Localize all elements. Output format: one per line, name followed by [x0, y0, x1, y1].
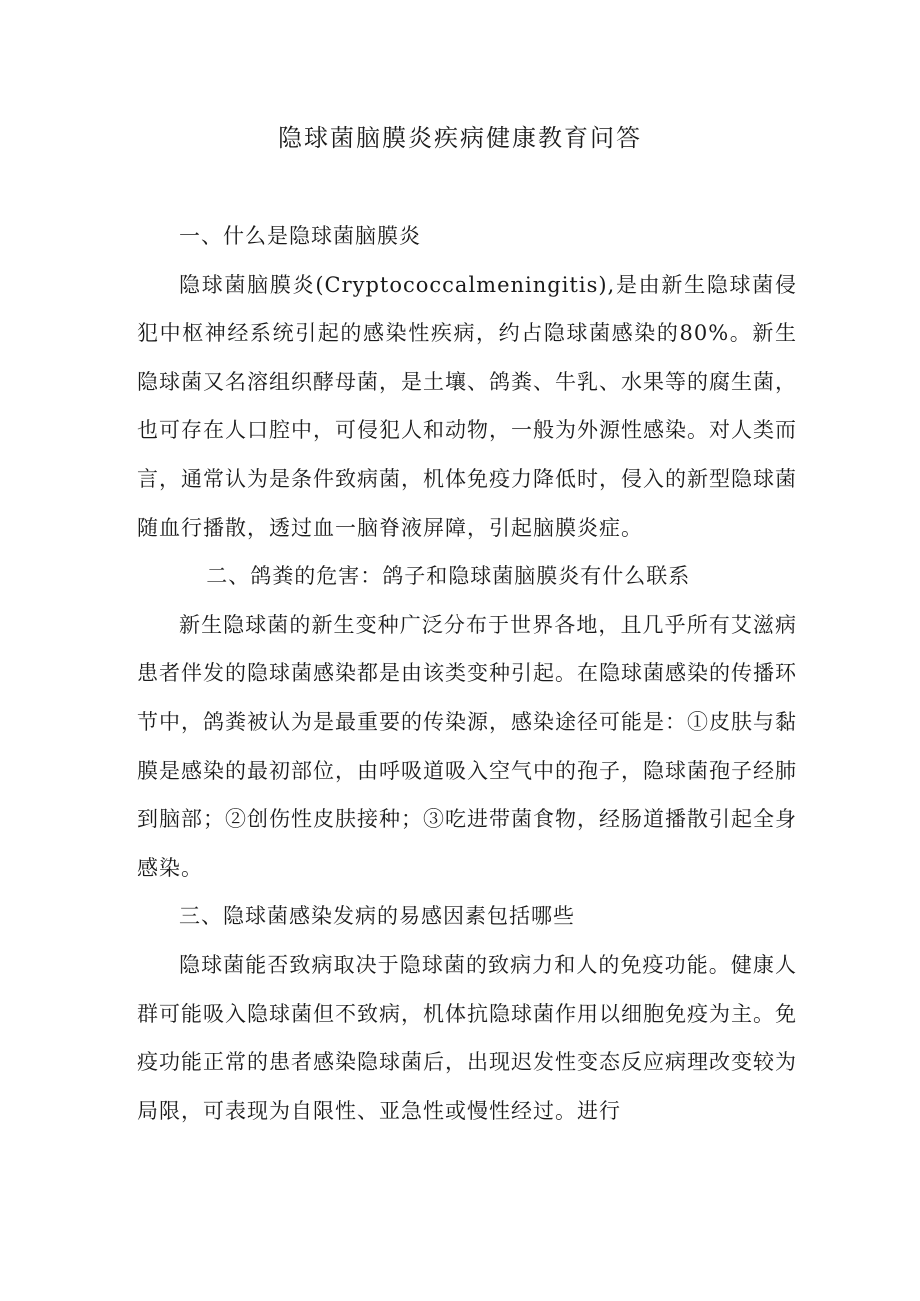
section-2-heading: 二、鸽粪的危害：鸽子和隐球菌脑膜炎有什么联系	[206, 564, 691, 589]
section-2-paragraph: 新生隐球菌的新生变种广泛分布于世界各地，且几乎所有艾滋病患者伴发的隐球菌感染都是由该类变种引起。在隐球菌感染的传播环节中，鸽粪被认为是最重要的传染源，感染途径可能是：①皮肤与黏膜是感染的最初部位，由呼吸道吸入空气中的孢子，隐球菌孢子经肺到脑部；②创伤性皮肤接种；③吃进带菌食物，经肠道播散引起全身感染。	[137, 612, 797, 880]
section-3-paragraph: 隐球菌能否致病取决于隐球菌的致病力和人的免疫功能。健康人群可能吸入隐球菌但不致病，机体抗隐球菌作用以细胞免疫为主。免疫功能正常的患者感染隐球菌后，出现迟发性变态反应病理改变较为局限，可表现为自限性、亚急性或慢性经过。进行	[137, 952, 797, 1123]
section-1-heading: 一、什么是隐球菌脑膜炎	[179, 224, 421, 248]
document-title: 隐球菌脑膜炎疾病健康教育问答	[278, 124, 642, 152]
section-1-paragraph: 隐球菌脑膜炎(Cryptococcalmeningitis),是由新生隐球菌侵犯中枢神经系统引起的感染性疾病，约占隐球菌感染的80%。新生隐球菌又名溶组织酵母菌，是土壤、鸽粪、牛乳、水果等的腐生菌，也可存在人口腔中，可侵犯人和动物，一般为外源性感染。对人类而言，通常认为是条件致病菌，机体免疫力降低时，侵入的新型隐球菌随血行播散，透过血一脑脊液屏障，引起脑膜炎症。	[137, 272, 797, 540]
section-3-heading: 三、隐球菌感染发病的易感因素包括哪些	[179, 904, 575, 929]
document-body	[137, 212, 797, 1135]
